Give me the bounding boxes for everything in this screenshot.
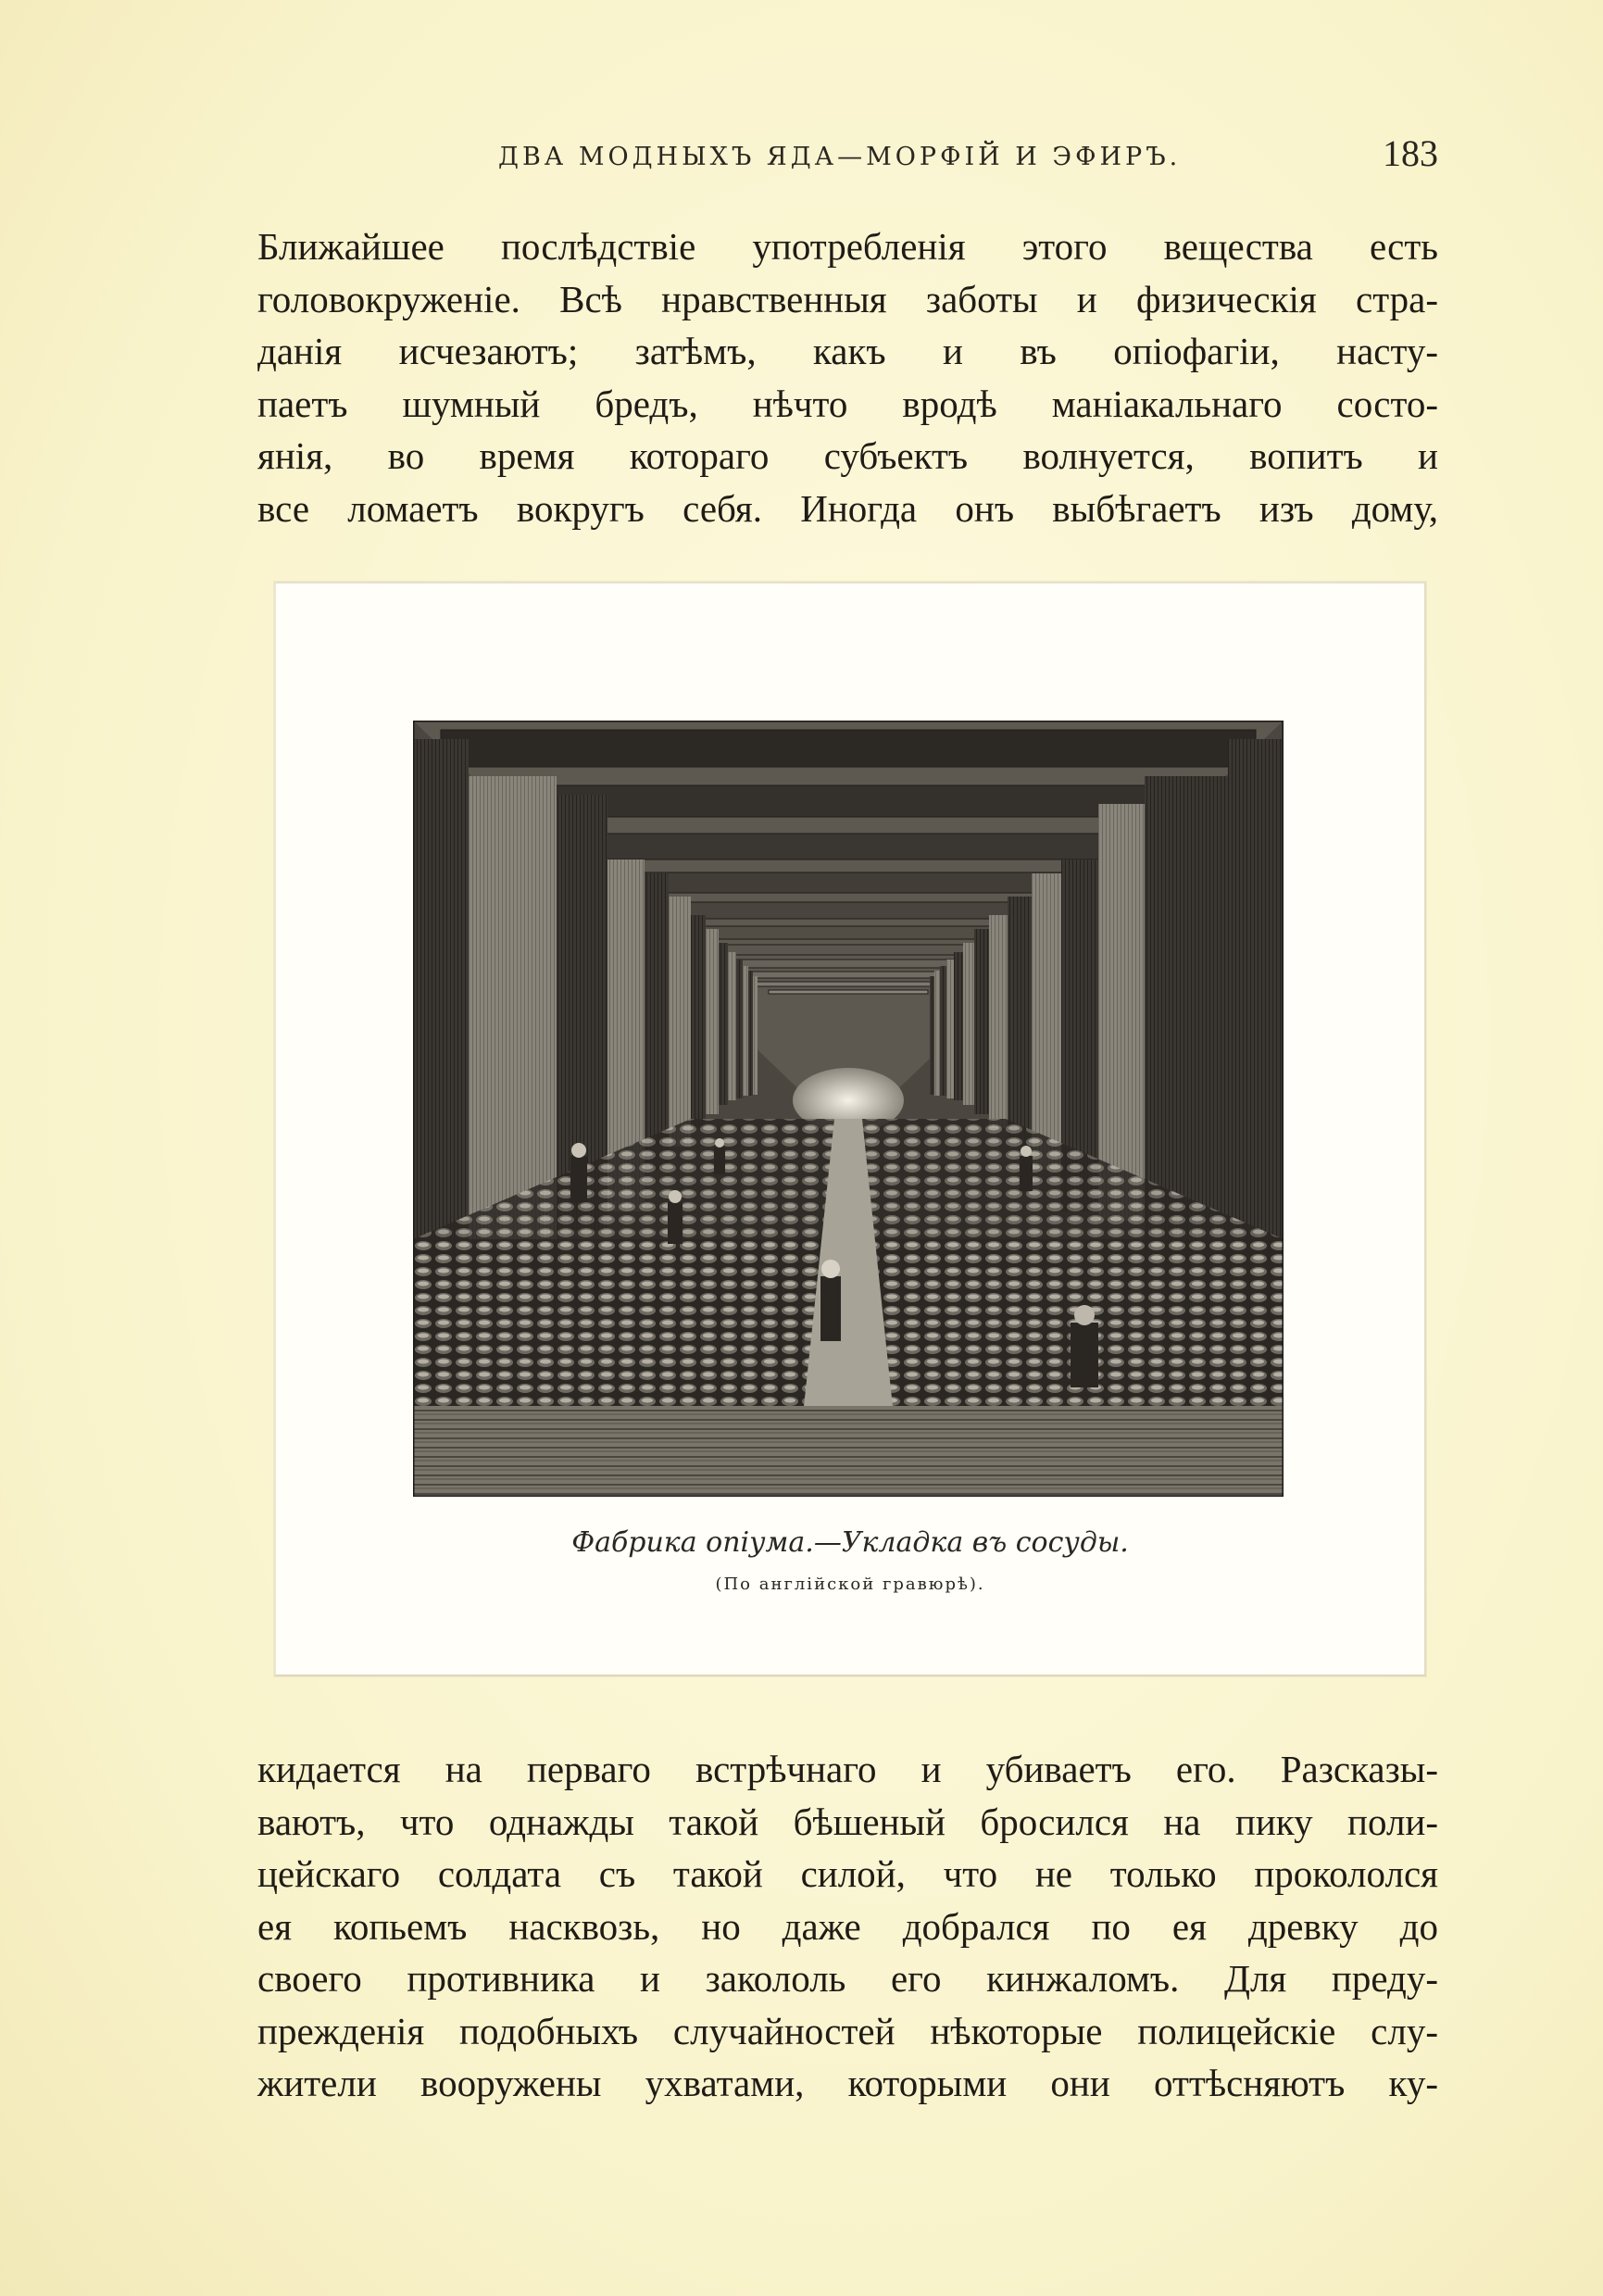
text-line: паетъ шумный бредъ, нѣчто вродѣ маніакальнаго состо- — [257, 382, 1438, 425]
text-line: прежденія подобныхъ случайностей нѣкоторые полицейскіе слу- — [257, 2009, 1438, 2052]
paragraph-top — [257, 220, 1438, 534]
text-line: своего противника и закололь его кинжаломъ. Для преду- — [257, 1957, 1438, 2000]
page-number: 183 — [1383, 132, 1438, 174]
text-line: все ломаетъ вокругъ себя. Иногда онъ выбѣгаетъ изъ дому, — [257, 486, 1438, 530]
running-title: ДВА МОДНЫХЪ ЯДА—МОРФІЙ И ЭФИРЪ. — [498, 143, 1182, 171]
text-line: ваютъ, что однажды такой бѣшеный бросился на пику поли- — [257, 1800, 1438, 1843]
text-line: цейскаго солдата съ такой силой, что не только прокололся — [257, 1852, 1438, 1895]
paragraph-bottom — [257, 1743, 1438, 2110]
running-head — [262, 130, 1438, 185]
figure-plate — [274, 582, 1426, 1676]
text-line: данія исчезаютъ; затѣмъ, какъ и въ опіофагіи, насту- — [257, 330, 1438, 372]
text-line: кидается на перваго встрѣчнаго и убиваетъ его. Разсказы- — [257, 1748, 1438, 1790]
figure-caption: Фабрика опіума.—Укладка въ сосуды. — [571, 1526, 1129, 1559]
text-line: жители вооружены ухватами, которыми они оттѣсняютъ ку- — [257, 2062, 1438, 2104]
engraving-illustration — [413, 721, 1284, 1497]
figure-source: (По англійской гравюрѣ). — [715, 1575, 985, 1594]
text-line: ея копьемъ насквозь, но даже добрался по ея древку до — [257, 1904, 1438, 1948]
text-line: янія, во время котораго субъектъ волнуется, вопитъ и — [257, 434, 1438, 477]
text-line: головокруженіе. Всѣ нравственныя заботы и физическія стра- — [257, 277, 1438, 320]
text-line: Ближайшее послѣдствіе употребленія этого вещества есть — [257, 225, 1438, 268]
